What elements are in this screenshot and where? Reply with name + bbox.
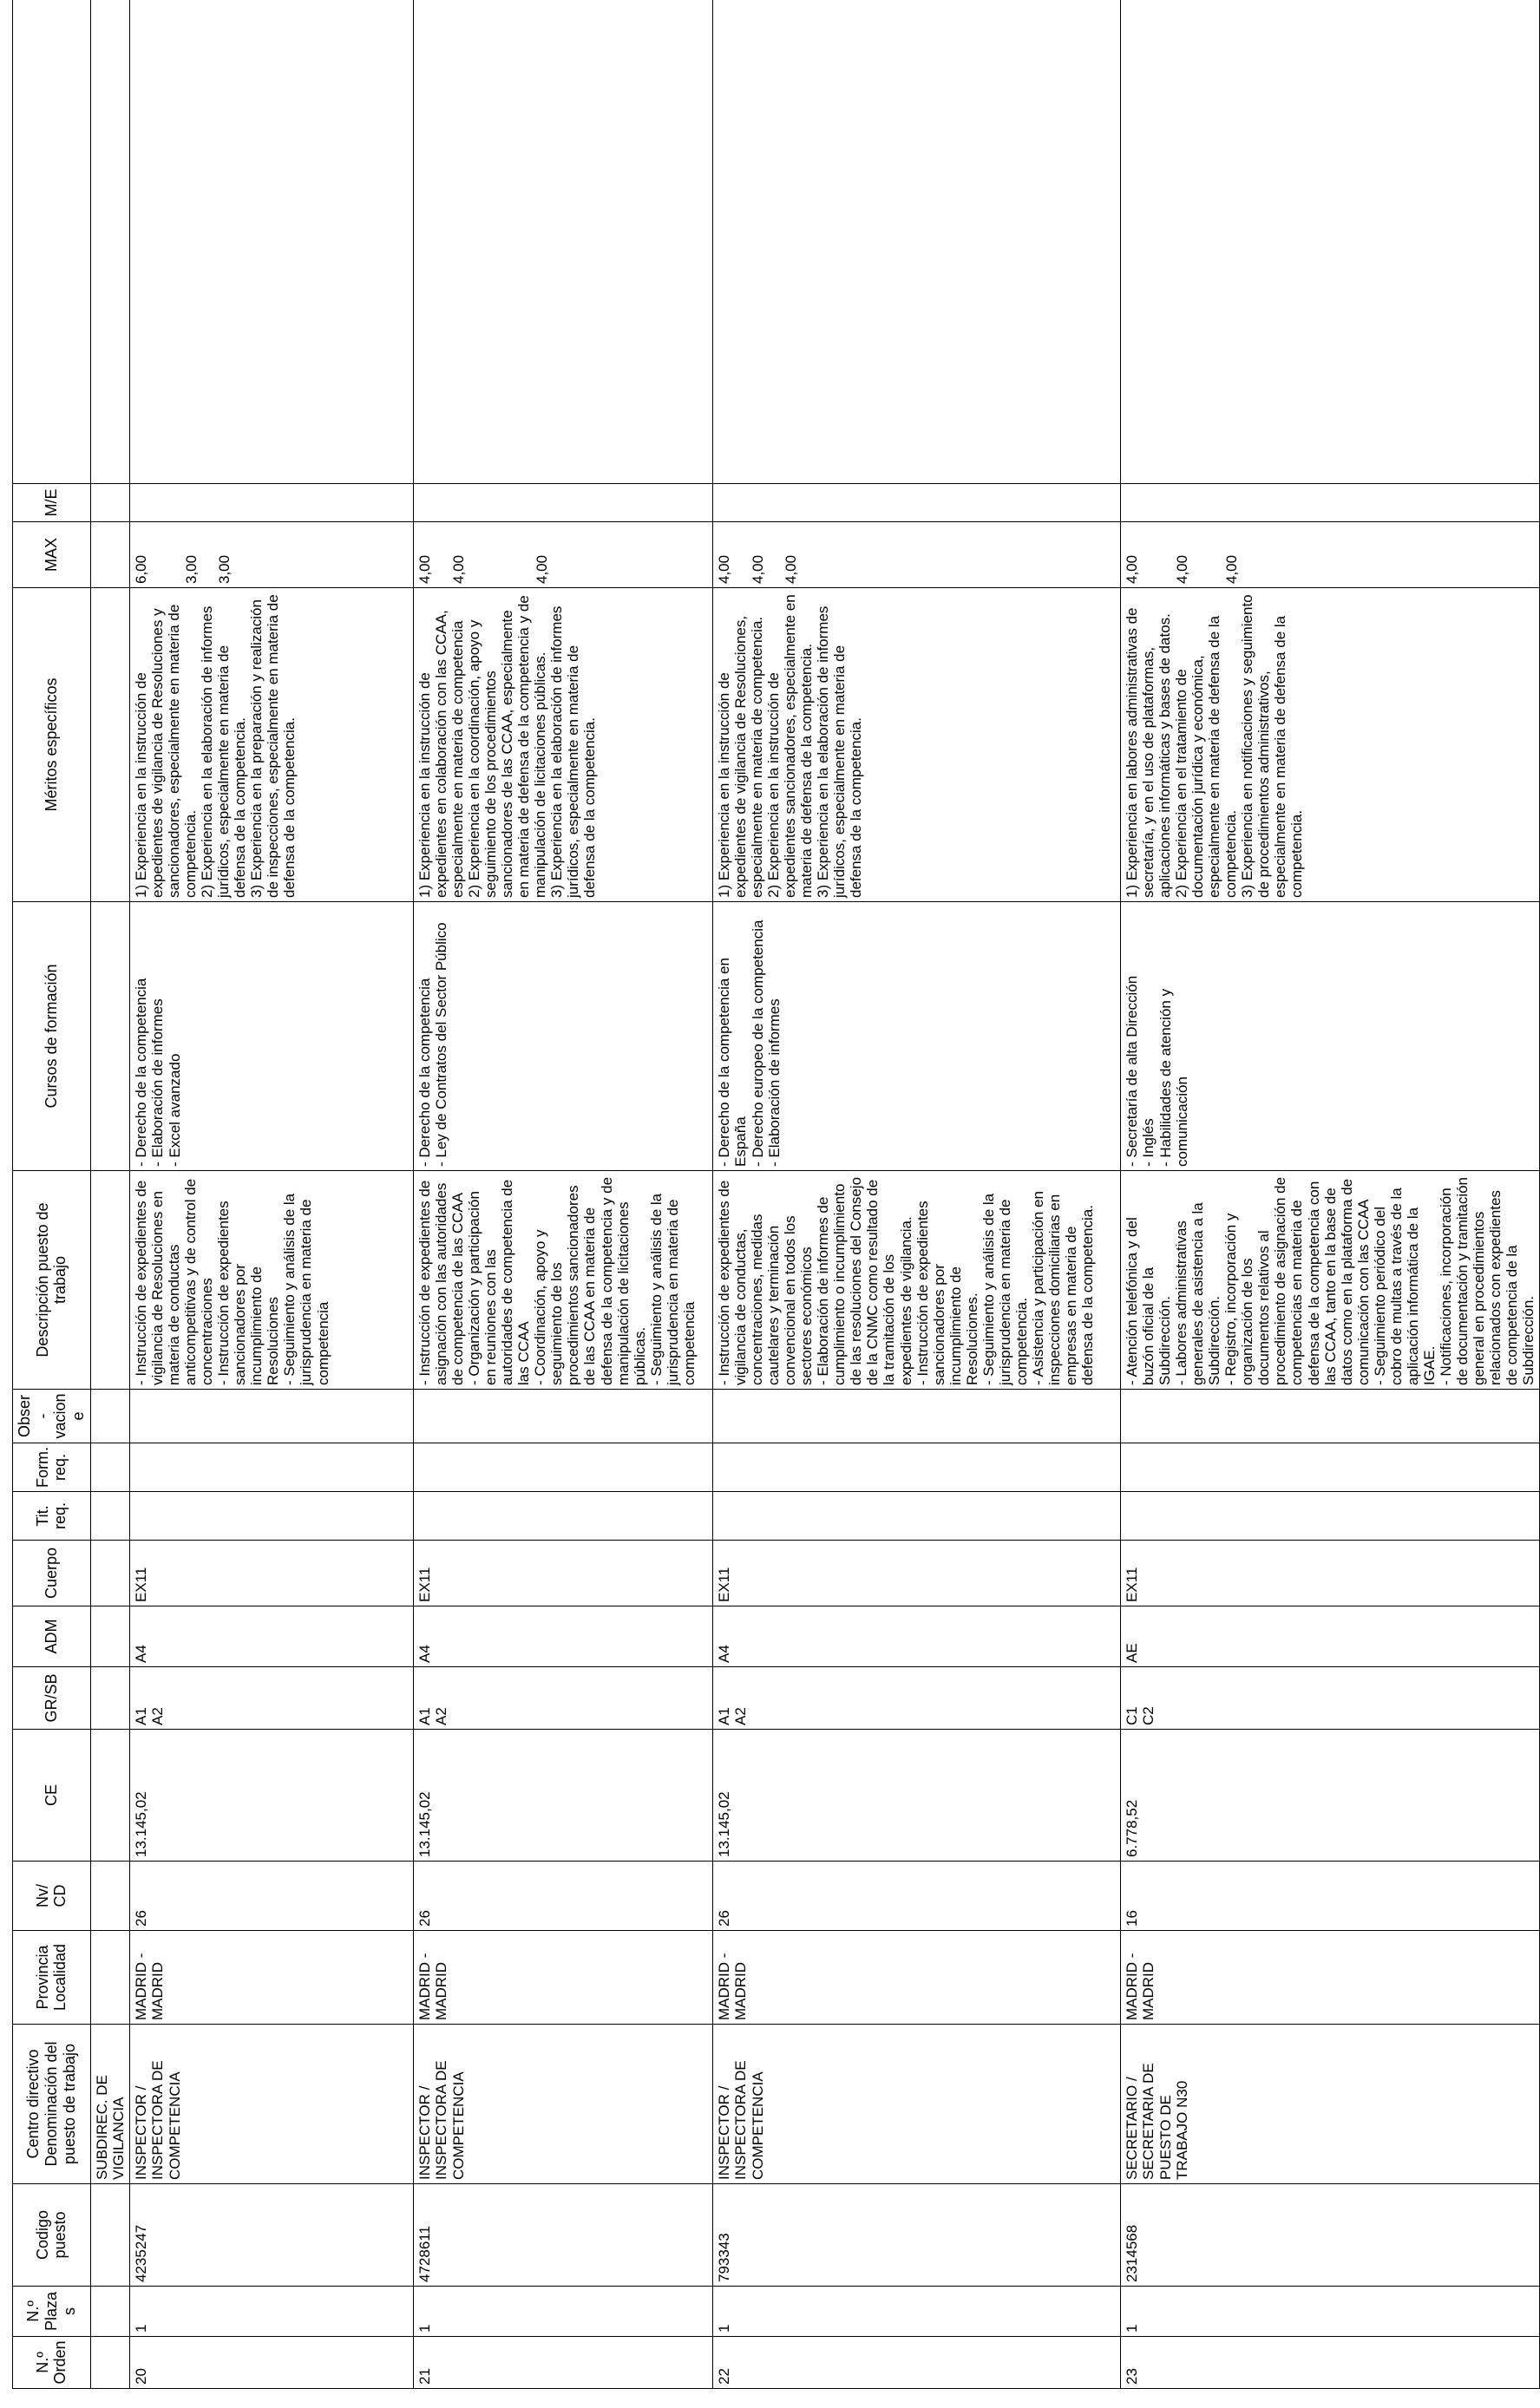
cell-max: 4,00 4,00 4,00: [713, 522, 1121, 588]
header-titulacion: Tit. req.: [13, 1492, 91, 1541]
cell-max: 4,00 4,00 4,00: [414, 522, 713, 588]
cell-codigo: 2314568: [1121, 2184, 1540, 2287]
cell-provincia: MADRID - MADRID: [130, 1931, 414, 2025]
cell-cuerpo: EX11: [130, 1541, 414, 1606]
section-cell-plazas: [90, 2287, 129, 2337]
cell-ce: 13.145,02: [414, 1730, 713, 1862]
header-grupo: GR/SB: [13, 1667, 91, 1730]
header-meritos: Méritos específicos: [13, 588, 91, 902]
header-centro: Centro directivo Denominación del puesto de trabajo: [13, 2025, 91, 2184]
cell-centro: INSPECTOR / INSPECTORA DE COMPETENCIA: [130, 2025, 414, 2184]
cell-grupo: A1 A2: [713, 1667, 1121, 1730]
cell-titulacion: [713, 1492, 1121, 1541]
cell-cuerpo: EX11: [713, 1541, 1121, 1606]
cell-orden: 22: [713, 2337, 1121, 2389]
cell-observaciones: [414, 1390, 713, 1443]
header-cursos: Cursos de formación: [13, 902, 91, 1171]
table-row: [713, 0, 1121, 2389]
cell-plazas: 1: [130, 2287, 414, 2337]
table-row: [1121, 0, 1540, 2389]
header-codigo: Codigo puesto: [13, 2184, 91, 2287]
cell-observaciones: [130, 1390, 414, 1443]
cell-cuerpo: EX11: [1121, 1541, 1540, 1606]
cell-nivel: 26: [713, 1862, 1121, 1931]
header-nivel: Nv/ CD: [13, 1862, 91, 1931]
cell-meritos: 1) Experiencia en la instrucción de expedientes de vigilancia de Resoluciones, especialmente en materia de competencia. 2) Experiencia en la instrucción de expedientes sancionadores, especialmente en materia de defensa de la competencia. 3) Experiencia en la elaboración de informes jurídicos, especialmente en materia de defensa de la competencia.: [713, 588, 1121, 902]
cell-me: [713, 484, 1121, 522]
cell-meritos: 1) Experiencia en labores administrativas de secretaría, y en el uso de plataformas, aplicaciones informáticas y bases de datos. 2) Experiencia en el tratamiento de documentación jurídica y económica, especialmente en materia de defensa de la competencia. 3) Experiencia en notificaciones y seguimiento de procedimientos administrativos, especialmente en materia de defensa de la competencia.: [1121, 588, 1540, 902]
cell-cursos: - Derecho de la competencia - Ley de Contratos del Sector Público: [414, 902, 713, 1171]
cell-meritos: 1) Experiencia en la instrucción de expedientes en colaboración con las CCAA, especialmente en materia de competencia 2) Experiencia en la coordinación, apoyo y seguimiento de los procedimientos sancionadores de las CCAA, especialmente en materia de defensa de la competencia y de manipulación de licitaciones públicas. 3) Experiencia en la elaboración de informes jurídicos, especialmente en materia de defensa de la competencia.: [414, 588, 713, 902]
cell-centro: INSPECTOR / INSPECTORA DE COMPETENCIA: [414, 2025, 713, 2184]
table-row: [130, 0, 414, 2389]
cell-grupo: C1 C2: [1121, 1667, 1540, 1730]
section-cell-9: [90, 1606, 129, 1667]
header-max: MAX: [13, 522, 91, 588]
header-me: M/E: [13, 484, 91, 522]
cell-titulacion: [1121, 1492, 1540, 1541]
cell-orden: 23: [1121, 2337, 1540, 2389]
cell-ce: 6.778,52: [1121, 1730, 1540, 1862]
cell-formacion: [414, 1443, 713, 1492]
cell-nivel: 26: [130, 1862, 414, 1931]
cell-titulacion: [414, 1492, 713, 1541]
cell-descripcion: - Instrucción de expedientes de vigilancia de conductas, concentraciones, medidas cautelares y terminación convencional en todos los sectores económicos - Elaboración de informes de cumplimiento o incumplimiento de las resoluciones del Consejo de la CNMC como resultado de la tramitación de los expedientes de vigilancia. - Instrucción de expedientes sancionadores por incumplimiento de Resoluciones. - Seguimiento y análisis de la jurisprudencia en materia de competencia. - Asistencia y participación en inspecciones domiciliarias en empresas en materia de defensa de la competencia.: [713, 1171, 1121, 1390]
table-row: [414, 0, 713, 2389]
cell-orden: 20: [130, 2337, 414, 2389]
header-empty: [13, 0, 91, 484]
header-adm: ADM: [13, 1606, 91, 1667]
section-row: [90, 0, 129, 2389]
cell-me: [1121, 484, 1540, 522]
cell-adm: AE: [1121, 1606, 1540, 1667]
section-cell-5: [90, 1931, 129, 2025]
section-cell-10: [90, 1541, 129, 1606]
cell-max: 4,00 4,00 4,00: [1121, 522, 1540, 588]
cell-adm: A4: [130, 1606, 414, 1667]
cell-formacion: [713, 1443, 1121, 1492]
section-cell-14: [90, 1171, 129, 1390]
cell-formacion: [130, 1443, 414, 1492]
header-orden: N.º Orden: [13, 2337, 91, 2389]
header-cuerpo: Cuerpo: [13, 1541, 91, 1606]
cell-plazas: 1: [414, 2287, 713, 2337]
cell-observaciones: [1121, 1390, 1540, 1443]
header-observaciones: Obser- vacione: [13, 1390, 91, 1443]
cell-grupo: A1 A2: [130, 1667, 414, 1730]
section-cell-codigo: [90, 2184, 129, 2287]
cell-empty: [713, 0, 1121, 484]
cell-nivel: 16: [1121, 1862, 1540, 1931]
cell-descripcion: - Atención telefónica y del buzón oficial de la Subdirección. - Labores administrativas generales de asistencia a la Subdirección. - Registro, incorporación y organización de los documentos relativos al procedimiento de asignación de competencias en materia de defensa de la competencia con las CCAA, tanto en la base de datos como en la plataforma de comunicación con las CCAA - Seguimiento periódico del cobro de multas a través de la aplicación informática de la IGAE. - Notificaciones, incorporación de documentación y tramitación general en procedimientos relacionados con expedientes de competencia de la Subdirección.: [1121, 1171, 1540, 1390]
section-title: SUBDIREC. DE VIGILANCIA: [90, 2025, 129, 2184]
cell-descripcion: - Instrucción de expedientes de asignación con las autoridades de competencia de las CCAA - Organización y participación en reuniones con las autoridades de competencia de las CCAA - Coordinación, apoyo y seguimiento de los procedimientos sancionadores de las CCAA en materia de defensa de la competencia y de manipulación de licitaciones públicas. - Seguimiento y análisis de la jurisprudencia en materia de competencia: [414, 1171, 713, 1390]
cell-centro: SECRETARIO / SECRETARIA DE PUESTO DE TRABAJO N30: [1121, 2025, 1540, 2184]
cell-centro: INSPECTOR / INSPECTORA DE COMPETENCIA: [713, 2025, 1121, 2184]
cell-codigo: 4728611: [414, 2184, 713, 2287]
header-row: [13, 0, 91, 2389]
cell-provincia: MADRID - MADRID: [713, 1931, 1121, 2025]
cell-grupo: A1 A2: [414, 1667, 713, 1730]
cell-titulacion: [130, 1492, 414, 1541]
header-descripcion: Descripción puesto de trabajo: [13, 1171, 91, 1390]
header-ce: CE: [13, 1730, 91, 1862]
section-cell-15: [90, 902, 129, 1171]
section-cell-8: [90, 1667, 129, 1730]
cell-me: [130, 484, 414, 522]
header-provincia: Provincia Localidad: [13, 1931, 91, 2025]
header-plazas: N.º Plazas: [13, 2287, 91, 2337]
header-formacion: Form. req.: [13, 1443, 91, 1492]
section-cell-18: [90, 484, 129, 522]
cell-plazas: 1: [1121, 2287, 1540, 2337]
cell-formacion: [1121, 1443, 1540, 1492]
cell-me: [414, 484, 713, 522]
cell-observaciones: [713, 1390, 1121, 1443]
cell-empty: [1121, 0, 1540, 484]
cell-ce: 13.145,02: [713, 1730, 1121, 1862]
section-cell-11: [90, 1492, 129, 1541]
cell-codigo: 4235247: [130, 2184, 414, 2287]
cell-provincia: MADRID - MADRID: [1121, 1931, 1540, 2025]
cell-max: 6,00 3,00 3,00: [130, 522, 414, 588]
cell-orden: 21: [414, 2337, 713, 2389]
cell-adm: A4: [414, 1606, 713, 1667]
section-cell-19: [90, 0, 129, 484]
cell-meritos: 1) Experiencia en la instrucción de expedientes de vigilancia de Resoluciones y sancionadores, especialmente en materia de competencia. 2) Experiencia en la elaboración de informes jurídicos, especialmente en materia de defensa de la competencia. 3) Experiencia en la preparación y realización de inspecciones, especialmente en materia de defensa de la competencia.: [130, 588, 414, 902]
cell-provincia: MADRID - MADRID: [414, 1931, 713, 2025]
cell-cursos: - Secretaría de alta Dirección - Inglés - Habilidades de atención y comunicación: [1121, 902, 1540, 1171]
section-cell-orden: [90, 2337, 129, 2389]
cell-adm: A4: [713, 1606, 1121, 1667]
section-cell-7: [90, 1730, 129, 1862]
positions-table: [12, 0, 1540, 2389]
cell-cursos: - Derecho de la competencia en España - Derecho europeo de la competencia - Elaboración de informes: [713, 902, 1121, 1171]
cell-cuerpo: EX11: [414, 1541, 713, 1606]
section-cell-16: [90, 588, 129, 902]
section-cell-17: [90, 522, 129, 588]
section-cell-12: [90, 1443, 129, 1492]
cell-cursos: - Derecho de la competencia - Elaboración de informes - Excel avanzado: [130, 902, 414, 1171]
cell-empty: [130, 0, 414, 484]
section-cell-6: [90, 1862, 129, 1931]
cell-plazas: 1: [713, 2287, 1121, 2337]
cell-ce: 13.145,02: [130, 1730, 414, 1862]
cell-descripcion: - Instrucción de expedientes de vigilancia de Resoluciones en materia de conductas anticompetitivas y de control de concentraciones - Instrucción de expedientes sancionadores por incumplimiento de Resoluciones - Seguimiento y análisis de la jurisprudencia en materia de competencia: [130, 1171, 414, 1390]
cell-empty: [414, 0, 713, 484]
cell-codigo: 793343: [713, 2184, 1121, 2287]
section-cell-13: [90, 1390, 129, 1443]
cell-nivel: 26: [414, 1862, 713, 1931]
